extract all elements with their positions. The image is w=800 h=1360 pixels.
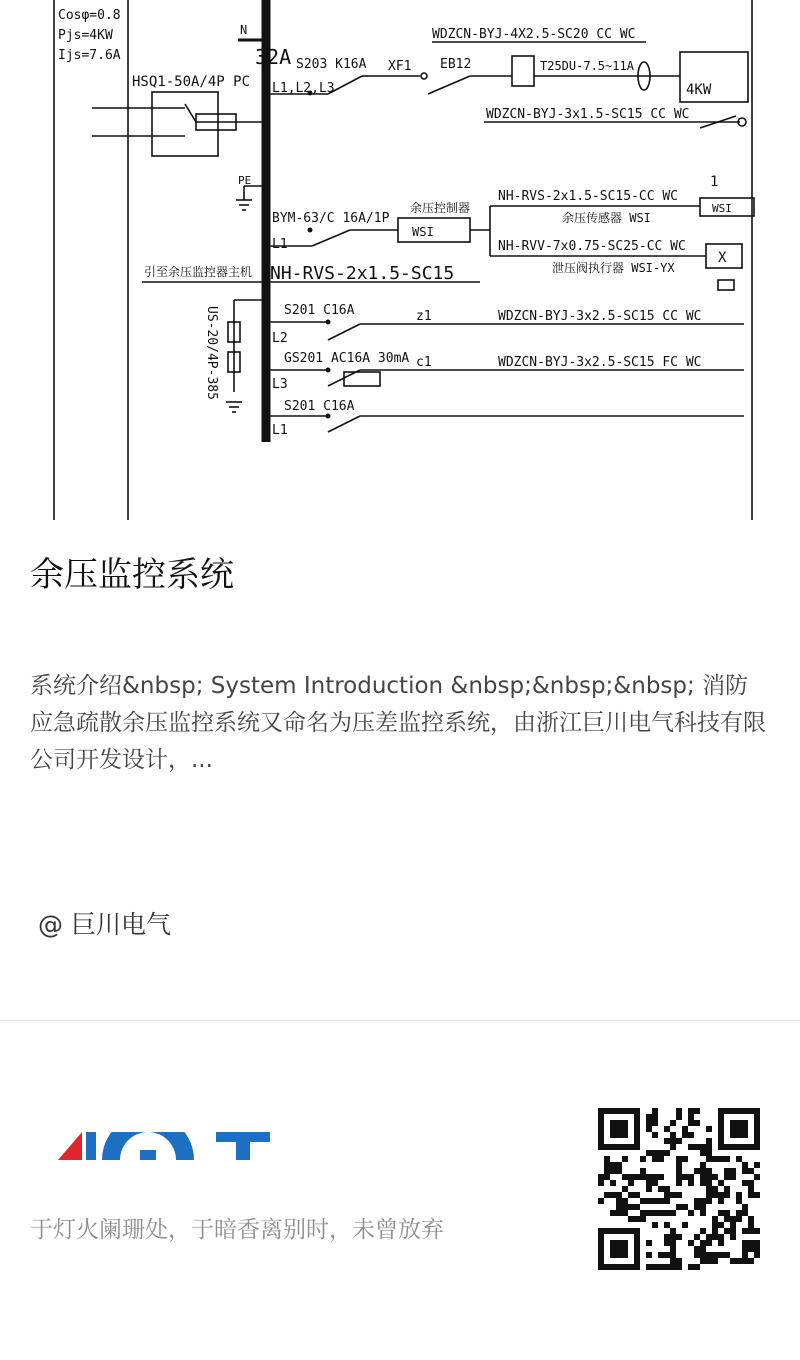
diagram-main-current: 32A: [255, 45, 292, 69]
diagram-c3-breaker: S201 C16A: [284, 303, 355, 318]
diagram-c2-host-label: 引至余压监控器主机: [144, 265, 253, 279]
diagram-c2-actuator-label: 泄压阀执行器 WSI-YX: [552, 261, 675, 275]
diagram-c2-controller-label: 余压控制器: [410, 201, 471, 215]
diagram-label-n: N: [240, 23, 248, 37]
diagram-c2-sensor-index: 1: [710, 174, 719, 190]
diagram-c2-cable1: NH-RVS-2x1.5-SC15-CC WC: [498, 189, 679, 204]
diagram-c1-device: T25DU-7.5~11A: [540, 59, 634, 73]
diagram-c1-cable-top: WDZCN-BYJ-4X2.5-SC20 CC WC: [432, 27, 636, 42]
diagram-c2-host-cable: NH-RVS-2x1.5-SC15: [270, 263, 455, 284]
diagram-main-switch: HSQ1-50A/4P PC: [132, 74, 251, 90]
diagram-c5-breaker: S201 C16A: [284, 399, 355, 414]
hero-diagram-image: [0, 0, 800, 520]
diagram-param-cos: Cosφ=0.8: [58, 8, 121, 23]
diagram-c1-phases: L1,L2,L3: [272, 81, 335, 96]
diagram-c1-eb: EB12: [440, 57, 472, 72]
diagram-c2-phase: L1: [272, 237, 288, 252]
diagram-c2-breaker: BYM-63/C 16A/1P: [272, 211, 390, 226]
diagram-c1-load: 4KW: [686, 82, 712, 98]
article-title: 余压监控系统: [30, 555, 234, 595]
company-logo: [58, 1132, 272, 1160]
footer-slogan: 于灯火阑珊处，于暗香离别时，未曾放弃: [30, 1217, 444, 1243]
diagram-c2-controller: WSI: [412, 225, 434, 239]
diagram-c1-xf: XF1: [388, 59, 412, 74]
diagram-c1-breaker: S203 K16A: [296, 57, 367, 72]
diagram-c3-phase: L2: [272, 331, 288, 346]
qr-code-image: [598, 1108, 760, 1270]
diagram-c2-cable2: NH-RVV-7x0.75-SC25-CC WC: [498, 239, 686, 254]
diagram-param-pjs: Pjs=4KW: [58, 28, 113, 43]
diagram-c2-sensor-label: 余压传感器 WSI: [562, 211, 651, 225]
diagram-c2-actuator-box: X: [718, 250, 727, 266]
diagram-c4-breaker: GS201 AC16A 30mA: [284, 351, 410, 366]
diagram-c4-phase: L3: [272, 377, 288, 392]
diagram-param-ijs: Ijs=7.6A: [58, 48, 121, 63]
diagram-c5-phase: L1: [272, 423, 288, 438]
diagram-c2-sensor-box: WSI: [712, 202, 732, 215]
diagram-c3-id: z1: [416, 309, 432, 324]
diagram-label-pe: PE: [238, 174, 252, 187]
diagram-c4-cable: WDZCN-BYJ-3x2.5-SC15 FC WC: [498, 355, 702, 370]
diagram-c4-id: c1: [416, 355, 432, 370]
diagram-c3-cable: WDZCN-BYJ-3x2.5-SC15 CC WC: [498, 309, 702, 324]
diagram-c1-cable-bottom: WDZCN-BYJ-3x1.5-SC15 CC WC: [486, 107, 690, 122]
distribution-diagram: [0, 0, 800, 520]
diagram-spd: US-20/4P-385: [204, 306, 219, 400]
article-author[interactable]: @ 巨川电气: [38, 910, 171, 939]
article-intro: 系统介绍&nbsp; System Introduction &nbsp;&nbsp;&nbsp; 消防应急疏散余压监控系统又命名为压差监控系统，由浙江巨川电气科技有限公司开发设计，...: [30, 673, 766, 773]
section-divider: [0, 1020, 800, 1021]
